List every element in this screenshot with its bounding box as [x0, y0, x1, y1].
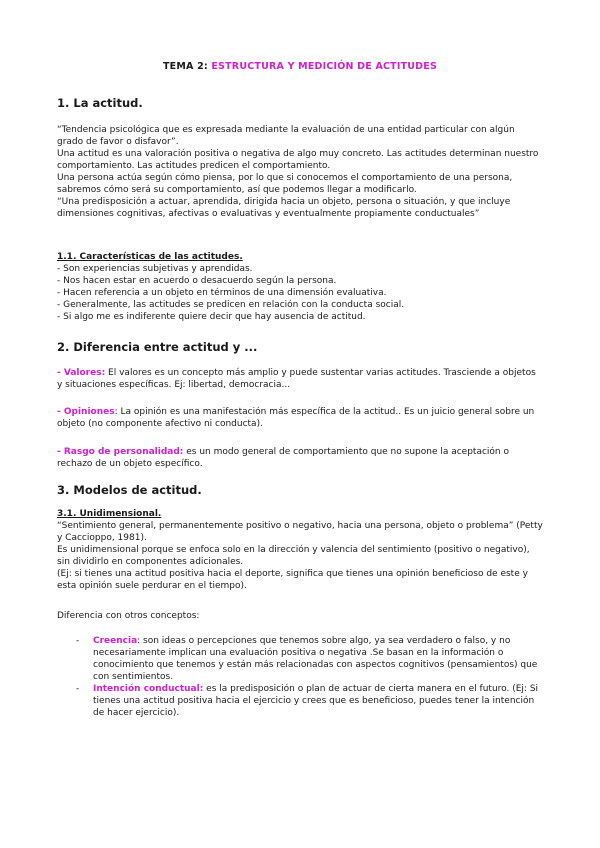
section-2-heading: 2. Diferencia entre actitud y ... [57, 340, 258, 354]
section-1-paragraph: Una persona actúa según cómo piensa, por lo que si conocemos el comportamiento de una persona, sabremos cómo será su comportamiento, así que podemos llegar a modificarlo. [57, 173, 513, 195]
intencion-text: es la predisposición o plan de actuar de cierta manera en el futuro. (Ej: Si tienes una actitud positiva hacia el ejercicio y crees que es beneficioso, puedes tener la intención de hacer ejercicio). [93, 684, 539, 718]
opiniones-text: : La opinión es una manifestación más específica de la actitud.. Es un juicio general sobre un objeto (no componente afectivo ni conducta). [57, 407, 535, 429]
characteristic-item: - Son experiencias subjetivas y aprendidas. [57, 264, 253, 274]
characteristic-item: - Generalmente, las actitudes se predicen en relación con la conducta social. [57, 300, 405, 310]
concept-item-creencia [57, 635, 543, 683]
section-3-heading: 3. Modelos de actitud. [57, 483, 202, 497]
characteristic-item: - Si algo me es indiferente quiere decir que hay ausencia de actitud. [57, 312, 366, 322]
section-1-heading: 1. La actitud. [57, 96, 143, 110]
section-1-1 [57, 251, 543, 323]
unidimensional-paragraph: Es unidimensional porque se enfoca solo en la dirección y valencia del sentimiento (positivo o negativo), sin dividirlo en componentes adicionales. [57, 545, 530, 567]
creencia-text: : son ideas o percepciones que tenemos sobre algo, ya sea verdadero o falso, y no necesariamente implican una evaluación positiva o negativa .Se basan en la información o conocimiento que tenemos y están más relacionadas con aspectos cognitivos (pensamientos) que con sentimientos. [93, 636, 538, 682]
rasgo-paragraph [57, 446, 543, 470]
document-title [0, 61, 600, 72]
characteristic-item: - Nos hacen estar en acuerdo o desacuerdo según la persona. [57, 276, 337, 286]
rasgo-text: es un modo general de comportamiento que no supone la aceptación o rechazo de un objeto específico. [57, 447, 510, 469]
section-1-1-heading: 1.1. Características de las actitudes. [57, 252, 243, 262]
unidimensional-example: (Ej: si tienes una actitud positiva hacia el deporte, significa que tienes una opinión beneficioso de este y esta opinión suele perdurar en el tiempo). [57, 569, 528, 591]
title-prefix: TEMA 2: [162, 61, 212, 72]
section-1-body [57, 124, 543, 220]
title-accent: ESTRUCTURA Y MEDICIÓN DE ACTITUDES [211, 61, 437, 72]
diferencia-label: Diferencia con otros conceptos: [57, 611, 200, 621]
valores-text: El valores es un concepto más amplio y puede sustentar varias actitudes. Trasciende a objetos y situaciones específicas. Ej: libertad, democracia... [57, 368, 536, 390]
section-1-paragraph: “Una predisposición a actuar, aprendida, dirigida hacia un objeto, persona o situación, y que incluye dimensiones cognitivas, afectivas o evaluativas y eventualmente propiamente conductuales” [57, 197, 511, 219]
characteristic-item: - Hacen referencia a un objeto en términos de una dimensión evaluativa. [57, 288, 387, 298]
concepts-list [57, 635, 543, 719]
intencion-label: Intención conductual: [93, 684, 204, 694]
section-3-1-heading: 3.1. Unidimensional. [57, 509, 162, 519]
list-dash: - [76, 636, 80, 646]
rasgo-label: - Rasgo de personalidad: [57, 447, 184, 457]
concept-item-intencion [57, 683, 543, 719]
section-1-paragraph: Una actitud es una valoración positiva o negativa de algo muy concreto. Las actitudes determinan nuestro comportamiento. Las actitudes predicen el comportamiento. [57, 149, 539, 171]
section-3-1 [57, 508, 543, 592]
opiniones-paragraph [57, 406, 543, 430]
opiniones-label: - Opiniones [57, 407, 115, 417]
section-1-paragraph: “Tendencia psicológica que es expresada mediante la evaluación de una entidad particular con algún grado de favor o disfavor”. [57, 125, 515, 147]
creencia-label: Creencia [93, 636, 138, 646]
valores-paragraph [57, 367, 543, 391]
valores-label: - Valores: [57, 368, 106, 378]
unidimensional-quote: “Sentimiento general, permanentemente positivo o negativo, hacia una persona, objeto o problema” (Petty y Caccioppo, 1981). [57, 521, 543, 543]
list-dash: - [76, 684, 80, 694]
